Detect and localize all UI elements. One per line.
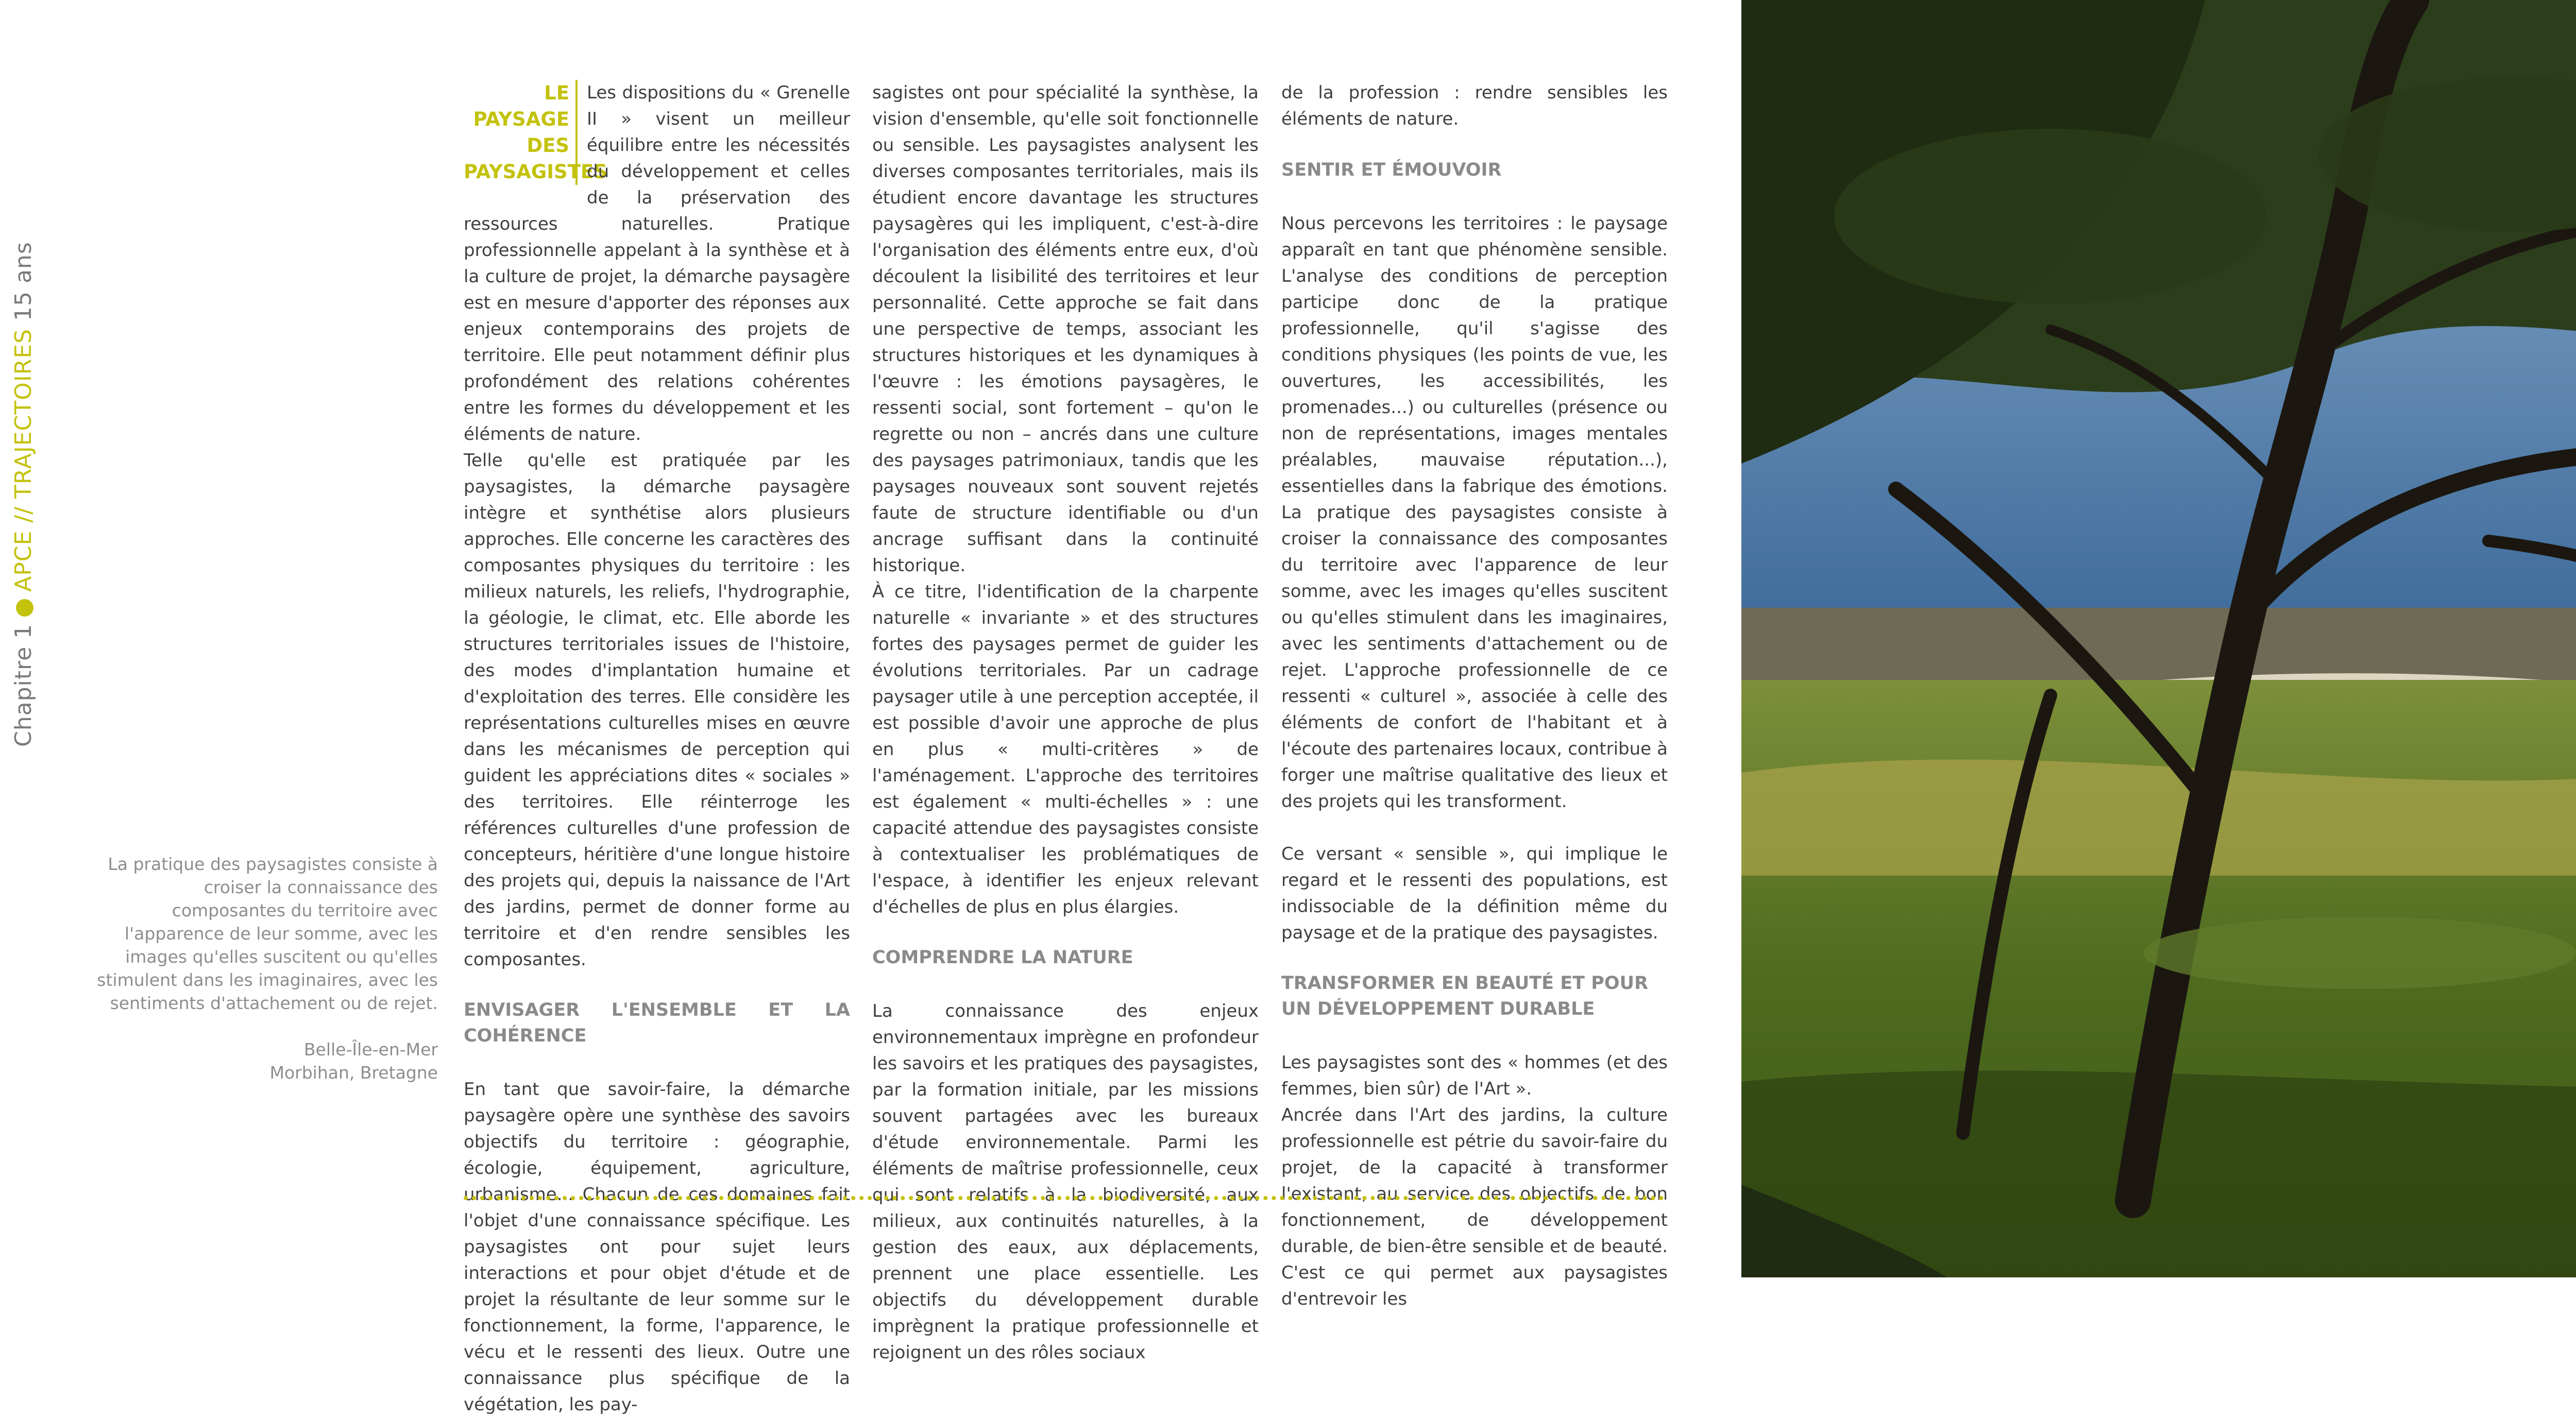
paragraph: Les dispositions du « Grenelle II » visent un meilleur équilibre entre les nécessités du développement et celles de la préservation des ressources naturelles. Pratique professionnelle appelant à la synthèse et à la culture de projet, la démarche paysagère est en mesure d'apporter des réponses aux enjeux contemporains des projets de territoire. Elle peut notamment définir plus profondément des relations cohérentes entre les formes du développement et les éléments de nature. — [464, 82, 850, 445]
paragraph: Ce versant « sensible », qui implique le regard et le ressenti des populations, est indissociable de la définition même du paysage et de la pratique des paysagistes. — [1281, 844, 1668, 943]
paragraph: Les paysagistes sont des « hommes (et des femmes, bien sûr) de l'Art ». — [1281, 1052, 1668, 1099]
section-heading-line-1: TRANSFORMER EN BEAUTÉ ET POUR — [1281, 973, 1649, 994]
bullet-dot-icon — [16, 599, 33, 617]
coastal-pines-image — [1741, 0, 2576, 1277]
caption-place-1: Belle-Île-en-Mer — [303, 1039, 438, 1060]
brand-label: APCE // TRAJECTOIRES — [10, 329, 37, 592]
paragraph: sagistes ont pour spécialité la synthèse, la vision d'ensemble, qu'elle soit fonctionnelle ou sensible. Les paysagistes analysent les diverses composantes territoriales, mais ils étudient encore davantage les structures paysagères qui les impliquent, c'est-à-dire l'organisation des éléments entre eux, d'où découlent la lisibilité des territoires et leur personnalité. Cette approche se fait dans une perspective de temps, associant les structures historiques et les dynamiques à l'œuvre : les émotions paysagères, le ressenti social, sont fortement – qu'on le regrette ou non – ancrés dans une culture des paysages patrimoniaux, tandis que les paysages nouveaux sont souvent rejetés faute de structure identifiable ou d'un ancrage suffisant dans la continuité historique. — [872, 82, 1259, 576]
running-header — [10, 242, 37, 747]
photo-caption — [93, 852, 438, 1084]
lead-heading: LE PAYSAGE DES PAYSAGISTES — [464, 80, 578, 185]
caption-text: La pratique des paysagistes consiste à croiser la connaissance des composantes du territoire avec l'apparence de leur somme, avec les images qu'elles suscitent ou qu'elles stimulent dans les imaginaires, avec les sentiments d'attachement ou de rejet. — [97, 854, 438, 1013]
paragraph: En tant que savoir-faire, la démarche paysagère opère une synthèse des savoirs objectifs du territoire : géographie, écologie, équipement, agriculture, urbanisme... Chacun de ces domaines fait l'objet d'une connaissance spécifique. Les paysagistes ont pour sujet leurs interactions et pour objet d'étude et de projet la résultante de leur somme sur le fonctionnement, la forme, l'apparence, le vécu et le ressenti des lieux. Outre une connaissance plus spécifique de la végétation, les pay- — [464, 1079, 850, 1415]
landscape-photo — [1741, 0, 2576, 1277]
section-heading-line-2: UN DÉVELOPPEMENT DURABLE — [1281, 999, 1595, 1019]
paragraph: Ancrée dans l'Art des jardins, la culture professionnelle est pétrie du savoir-faire du projet, de la capacité à transformer l'existant, au service des objectifs de bon fonctionnement, de développement durable, de bien-être sensible et de beauté. C'est ce qui permet aux paysagistes d'entrevoir les — [1281, 1105, 1668, 1309]
text-column-2 — [872, 80, 1259, 1366]
section-heading: SENTIR ET ÉMOUVOIR — [1281, 160, 1502, 180]
paragraph: de la profession : rendre sensibles les éléments de nature. — [1281, 82, 1668, 129]
paragraph: La connaissance des enjeux environnementaux imprègne en profondeur les savoirs et les pratiques des paysagistes, par la formation initiale, par les missions souvent partagées avec les bureaux d'étude environnementale. Parmi les éléments de maîtrise professionnelle, ceux qui sont relatifs à la biodiversité, aux milieux, aux continuités naturelles, à la gestion des eaux, aux déplacements, prennent une place essentielle. Les objectifs du développement durable imprègnent la pratique professionnelle et rejoignent un des rôles sociaux — [872, 1001, 1259, 1363]
section-heading: COMPRENDRE LA NATURE — [872, 947, 1133, 968]
text-column-1 — [464, 80, 850, 1418]
section-heading — [1281, 970, 1668, 1022]
years-label: 15 ans — [10, 242, 37, 321]
paragraph: Telle qu'elle est pratiquée par les paysagistes, la démarche paysagère intègre et synthétise alors plusieurs approches. Elle concerne les caractères des composantes physiques du territoire : les milieux naturels, les reliefs, l'hydrographie, la géologie, le climat, etc. Elle aborde les structures territoriales issues de l'histoire, des modes d'implantation humaine et d'exploitation des terres. Elle considère les représentations culturelles mises en œuvre dans les mécanismes de perception qui guident les appréciations dites « sociales » des territoires. Elle réinterroge les références culturelles d'une profession de concepteurs, héritière d'une longue histoire des projets qui, depuis la naissance de l'Art des jardins, permet de donner forme au territoire et d'en rendre sensibles les composantes. — [464, 450, 850, 970]
chapter-label: Chapitre 1 — [10, 623, 37, 747]
section-heading: ENVISAGER L'ENSEMBLE ET LA COHÉRENCE — [464, 1000, 850, 1046]
paragraph: À ce titre, l'identification de la charpente naturelle « invariante » et des structures fortes des paysages permet de guider les évolutions territoriales. Par un cadrage paysager utile à une perception acceptée, il est possible d'avoir une approche de plus en plus « multi-critères » de l'aménagement. L'approche des territoires est également « multi-échelles » : une capacité attendue des paysagistes consiste à contextualiser les problématiques de l'espace, à identifier les enjeux relevant d'échelles de plus en plus élargies. — [872, 582, 1259, 917]
dotted-rule — [464, 1196, 1664, 1200]
caption-place-2: Morbihan, Bretagne — [269, 1063, 438, 1083]
text-column-3 — [1281, 80, 1668, 1312]
paragraph: Nous percevons les territoires : le paysage apparaît en tant que phénomène sensible. L'analyse des conditions de perception participe donc de la pratique professionnelle, qu'il s'agisse des conditions physiques (les points de vue, les ouvertures, les accessibilités, les promenades...) ou culturelles (présence ou non de représentations, images mentales préalables, mauvaise réputation...), essentielles dans la fabrique des émotions. La pratique des paysagistes consiste à croiser la connaissance des composantes du territoire avec l'apparence de leur somme, avec les images qu'elles suscitent ou qu'elles stimulent dans les imaginaires, avec les sentiments d'attachement ou de rejet. L'approche professionnelle de ce ressenti « culturel », associée à celle des éléments de confort de l'habitant et à l'écoute des partenaires locaux, contribue à forger une maîtrise qualitative des lieux et des projets qui les transforment. — [1281, 213, 1668, 812]
